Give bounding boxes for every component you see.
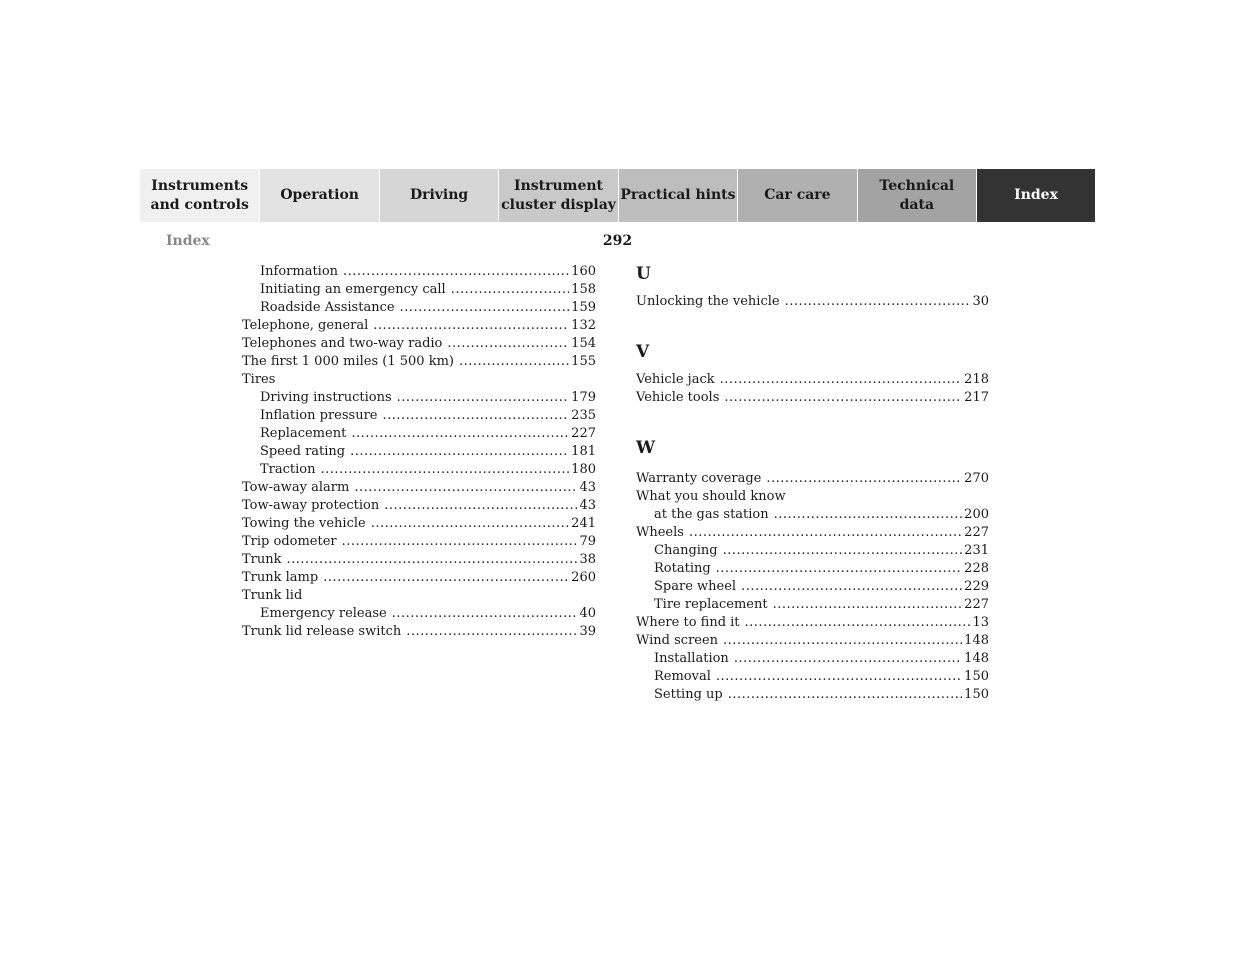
leader-dots: [689, 524, 962, 542]
index-entry: [242, 569, 596, 587]
index-entry-label: Tow-away protection: [242, 498, 380, 513]
index-entry-label: Trunk lamp: [242, 570, 319, 585]
index-entry-page[interactable]: 160: [571, 264, 596, 279]
index-entry-label: Speed rating: [260, 444, 346, 459]
index-entry-label: Warranty coverage: [636, 471, 762, 486]
index-letter-heading: V: [636, 342, 650, 362]
leader-dots: [350, 443, 569, 461]
leader-dots: [741, 578, 962, 596]
index-entry-page[interactable]: 235: [571, 408, 596, 423]
index-entry-page[interactable]: 227: [964, 597, 989, 612]
index-entry-label: Replacement: [260, 426, 347, 441]
index-entry: [636, 506, 989, 524]
index-entry: [242, 281, 596, 299]
index-entry-page[interactable]: 200: [964, 507, 989, 522]
index-entry: [636, 470, 989, 488]
index-entry-page[interactable]: 260: [571, 570, 596, 585]
leader-dots: [371, 515, 569, 533]
leader-dots: [351, 425, 569, 443]
index-entry-page[interactable]: 181: [571, 444, 596, 459]
index-entry: [242, 335, 596, 353]
leader-dots: [785, 293, 971, 311]
leader-dots: [451, 281, 569, 299]
index-entry-page[interactable]: 180: [571, 462, 596, 477]
index-entry-page[interactable]: 217: [964, 390, 989, 405]
leader-dots: [343, 263, 569, 281]
leader-dots: [734, 650, 962, 668]
index-entry-label: Unlocking the vehicle: [636, 294, 780, 309]
index-entry-page[interactable]: 241: [571, 516, 596, 531]
index-entry: [242, 587, 596, 605]
index-entry-label: Trunk: [242, 552, 282, 567]
index-entry-page[interactable]: 227: [964, 525, 989, 540]
leader-dots: [773, 596, 963, 614]
index-entry-page[interactable]: 155: [571, 354, 596, 369]
index-entry-label: Tire replacement: [654, 597, 768, 612]
index-entry: [636, 578, 989, 596]
index-entry: [242, 497, 596, 515]
index-entry: [242, 533, 596, 551]
index-entry-label: Information: [260, 264, 339, 279]
index-entry: [242, 551, 596, 569]
index-entry: [242, 515, 596, 533]
index-entry: [636, 524, 989, 542]
leader-dots: [373, 317, 569, 335]
index-entry-label: Vehicle tools: [636, 390, 720, 405]
index-entry-label: Vehicle jack: [636, 372, 715, 387]
tab-driving[interactable]: Driving: [379, 169, 498, 222]
index-entry-label: Spare wheel: [654, 579, 737, 594]
index-entry-page[interactable]: 159: [571, 300, 596, 315]
index-entry-label: Telephone, general: [242, 318, 369, 333]
index-entry-label: Trip odometer: [242, 534, 337, 549]
leader-dots: [323, 569, 569, 587]
index-entry-page[interactable]: 43: [579, 480, 596, 495]
index-entry-label: Where to find it: [636, 615, 740, 630]
index-entry-page[interactable]: 30: [972, 294, 989, 309]
index-entry-label: Initiating an emergency call: [260, 282, 446, 297]
index-entry-page[interactable]: 132: [571, 318, 596, 333]
index-entry: [242, 299, 596, 317]
index-entry-label: Tow-away alarm: [242, 480, 350, 495]
index-entry: [636, 650, 989, 668]
tab-instruments-and-controls[interactable]: Instruments and controls: [140, 169, 259, 222]
index-entry-page[interactable]: 218: [964, 372, 989, 387]
page-number: 292: [602, 233, 633, 249]
leader-dots: [724, 389, 962, 407]
index-entry-page[interactable]: 38: [579, 552, 596, 567]
index-entry: [636, 560, 989, 578]
tab-instrument-cluster-display[interactable]: Instrument cluster display: [498, 169, 617, 222]
index-entry-page[interactable]: 43: [579, 498, 596, 513]
index-entry-page[interactable]: 231: [964, 543, 989, 558]
index-entry-label: Trunk lid release switch: [242, 624, 402, 639]
leader-dots: [459, 353, 569, 371]
index-entry-label: Changing: [654, 543, 718, 558]
index-entry-page[interactable]: 228: [964, 561, 989, 576]
section-label: Index: [166, 233, 210, 249]
tab-practical-hints[interactable]: Practical hints: [618, 169, 737, 222]
leader-dots: [287, 551, 578, 569]
index-entry-label: Tires: [242, 372, 276, 387]
leader-dots: [400, 299, 570, 317]
index-column-right: [636, 263, 989, 704]
index-entry: [242, 461, 596, 479]
index-entry-page[interactable]: 13: [972, 615, 989, 630]
leader-dots: [720, 371, 963, 389]
index-entry: [636, 488, 989, 506]
tab-operation[interactable]: Operation: [259, 169, 378, 222]
index-entry-label: Installation: [654, 651, 729, 666]
index-entry: [636, 614, 989, 632]
index-entry: [636, 668, 989, 686]
index-entry-page[interactable]: 148: [964, 651, 989, 666]
leader-dots: [342, 533, 578, 551]
index-entry-label: Towing the vehicle: [242, 516, 366, 531]
tab-index[interactable]: Index: [976, 169, 1095, 222]
leader-dots: [745, 614, 971, 632]
leader-dots: [354, 479, 577, 497]
index-entry-page[interactable]: 158: [571, 282, 596, 297]
index-entry-page[interactable]: 154: [571, 336, 596, 351]
index-entry-label: Driving instructions: [260, 390, 392, 405]
index-entry: [242, 317, 596, 335]
index-entry: [636, 686, 989, 704]
index-letter-heading: U: [636, 264, 651, 284]
index-entry: [242, 389, 596, 407]
index-entry: [242, 353, 596, 371]
index-entry: [242, 623, 596, 641]
index-entry: [636, 293, 989, 311]
index-entry-page[interactable]: 150: [964, 669, 989, 684]
leader-dots: [774, 506, 963, 524]
index-entry-page[interactable]: 40: [579, 606, 596, 621]
index-entry-label: The first 1 000 miles (1 500 km): [242, 354, 454, 369]
leader-dots: [723, 542, 963, 560]
index-entry-label: Inflation pressure: [260, 408, 378, 423]
index-entry-page[interactable]: 148: [964, 633, 989, 648]
index-entry-label: Traction: [260, 462, 316, 477]
leader-dots: [406, 623, 577, 641]
index-entry: [242, 479, 596, 497]
index-entry-label: Removal: [654, 669, 711, 684]
leader-dots: [766, 470, 962, 488]
index-entry: [636, 542, 989, 560]
index-entry: [242, 371, 596, 389]
index-entry-page[interactable]: 227: [571, 426, 596, 441]
index-entry: [242, 407, 596, 425]
leader-dots: [716, 668, 962, 686]
leader-dots: [723, 632, 962, 650]
index-entry-label: What you should know: [636, 489, 786, 504]
leader-dots: [392, 605, 578, 623]
leader-dots: [383, 407, 570, 425]
index-entry: [242, 605, 596, 623]
index-entry: [242, 425, 596, 443]
index-entry-label: at the gas station: [654, 507, 769, 522]
tab-technical-data[interactable]: Technical data: [857, 169, 976, 222]
index-entry-label: Setting up: [654, 687, 723, 702]
chapter-tab-bar: [140, 169, 1095, 222]
index-entry: [636, 389, 989, 407]
index-entry: [636, 371, 989, 389]
leader-dots: [384, 497, 577, 515]
index-entry-label: Emergency release: [260, 606, 387, 621]
index-entry-label: Wind screen: [636, 633, 719, 648]
index-entry-page[interactable]: 179: [571, 390, 596, 405]
index-entry-label: Roadside Assistance: [260, 300, 395, 315]
index-entry-page[interactable]: 150: [964, 687, 989, 702]
index-entry-page[interactable]: 270: [964, 471, 989, 486]
index-entry: [242, 263, 596, 281]
leader-dots: [321, 461, 570, 479]
index-entry-page[interactable]: 229: [964, 579, 989, 594]
index-entry-label: Trunk lid: [242, 588, 303, 603]
index-entry-label: Rotating: [654, 561, 711, 576]
index-entry: [242, 443, 596, 461]
index-column-left: [242, 263, 596, 641]
index-letter-heading: W: [636, 438, 656, 458]
index-entry: [636, 632, 989, 650]
leader-dots: [397, 389, 570, 407]
index-entry-page[interactable]: 39: [579, 624, 596, 639]
index-entry-label: Telephones and two-way radio: [242, 336, 443, 351]
index-entry-page[interactable]: 79: [579, 534, 596, 549]
tab-car-care[interactable]: Car care: [737, 169, 856, 222]
leader-dots: [716, 560, 963, 578]
leader-dots: [728, 686, 962, 704]
leader-dots: [447, 335, 569, 353]
index-entry: [636, 596, 989, 614]
index-entry-label: Wheels: [636, 525, 684, 540]
